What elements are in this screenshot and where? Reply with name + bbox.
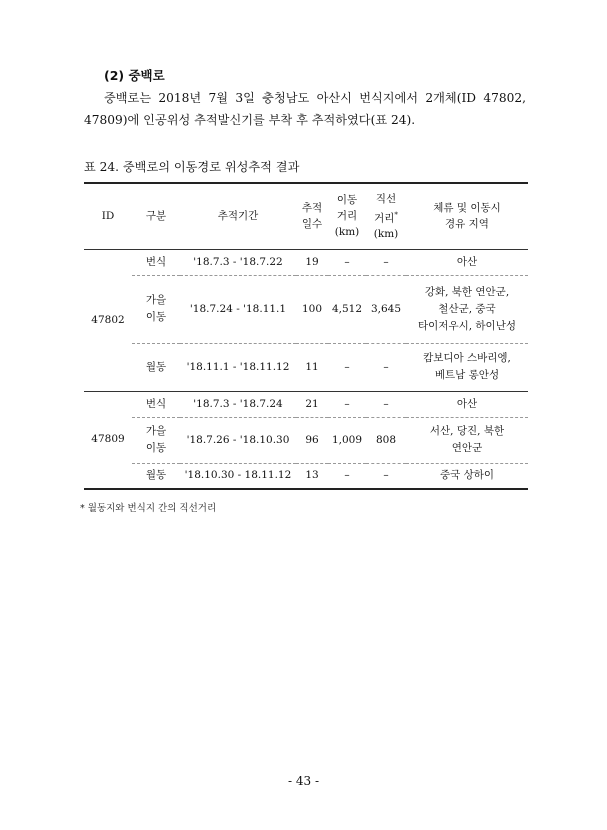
header-stay-line1: 체류 및 이동시 [433,202,501,215]
table-row [84,343,528,391]
table-row [84,275,528,343]
cell-straight: – [366,343,406,391]
header-days-line1: 추적 [301,202,323,215]
table-footnote: * 월동지와 번식지 간의 직선거리 [80,503,217,514]
header-straight-line3: (km) [373,228,399,240]
cell-region: 아산 [406,391,528,417]
cell-category: 번식 [132,391,180,417]
cell-region: 캄보디아 스바리엥, 베트남 롱안성 [406,343,528,391]
individual-id: 47802 [84,249,132,391]
footnote-marker: * [394,210,398,219]
cell-days: 96 [296,417,328,463]
cell-days: 11 [296,343,328,391]
cell-days: 19 [296,249,328,275]
cell-period: '18.10.30 - 18.11.12 [180,463,296,489]
header-stay-line2: 경유 지역 [445,218,489,231]
individual-id: 47809 [84,391,132,489]
header-distance [328,183,366,249]
header-straight-line1: 직선 [375,192,397,205]
cell-straight: – [366,463,406,489]
cell-period: '18.7.3 - '18.7.24 [180,391,296,417]
cell-region: 아산 [406,249,528,275]
header-distance-line3: (km) [334,226,360,239]
cell-distance: – [328,343,366,391]
table-row [84,417,528,463]
table-row [84,463,528,489]
cell-days: 100 [296,275,328,343]
cell-category: 번식 [132,249,180,275]
cell-distance: – [328,249,366,275]
page-number: - 43 - [287,774,319,788]
cell-category: 가을 이동 [132,275,180,343]
cell-days: 13 [296,463,328,489]
table-row [84,391,528,417]
header-id: ID [101,210,115,223]
table-row [84,249,528,275]
header-straight-line2: 거리 [374,212,395,224]
cell-category: 월동 [132,463,180,489]
tracking-results-table [84,182,528,490]
cell-category: 가을 이동 [132,417,180,463]
cell-category: 월동 [132,343,180,391]
header-stay-region [406,183,528,249]
body-paragraph: 중백로는 2018년 7월 3일 충청남도 아산시 번식지에서 2개체(ID 47802, 47809)에 인공위성 추적발신기를 부착 후 추적하였다(표 24). [84,91,526,127]
header-distance-line1: 이동 [336,194,358,207]
cell-distance: – [328,391,366,417]
cell-period: '18.7.26 - '18.10.30 [180,417,296,463]
cell-period: '18.11.1 - '18.11.12 [180,343,296,391]
cell-days: 21 [296,391,328,417]
cell-distance: – [328,463,366,489]
cell-region: 중국 상하이 [406,463,528,489]
section-title: (2) 중백로 [104,68,165,83]
cell-distance: 1,009 [328,417,366,463]
cell-distance: 4,512 [328,275,366,343]
cell-region: 서산, 당진, 북한 연안군 [406,417,528,463]
cell-straight: – [366,391,406,417]
header-days [296,183,328,249]
cell-straight: 3,645 [366,275,406,343]
cell-straight: – [366,249,406,275]
table-caption: 표 24. 중백로의 이동경로 위성추적 결과 [84,160,300,174]
header-days-line2: 일수 [301,218,323,231]
cell-region: 강화, 북한 연안군, 철산군, 중국 타이저우시, 하이난성 [406,275,528,343]
cell-period: '18.7.24 - '18.11.1 [180,275,296,343]
cell-period: '18.7.3 - '18.7.22 [180,249,296,275]
header-period: 추적기간 [217,210,259,223]
header-distance-line2: 거리 [336,210,358,223]
table-header [84,183,528,249]
header-category: 구분 [145,210,167,223]
cell-straight: 808 [366,417,406,463]
header-straight-distance [366,183,406,249]
